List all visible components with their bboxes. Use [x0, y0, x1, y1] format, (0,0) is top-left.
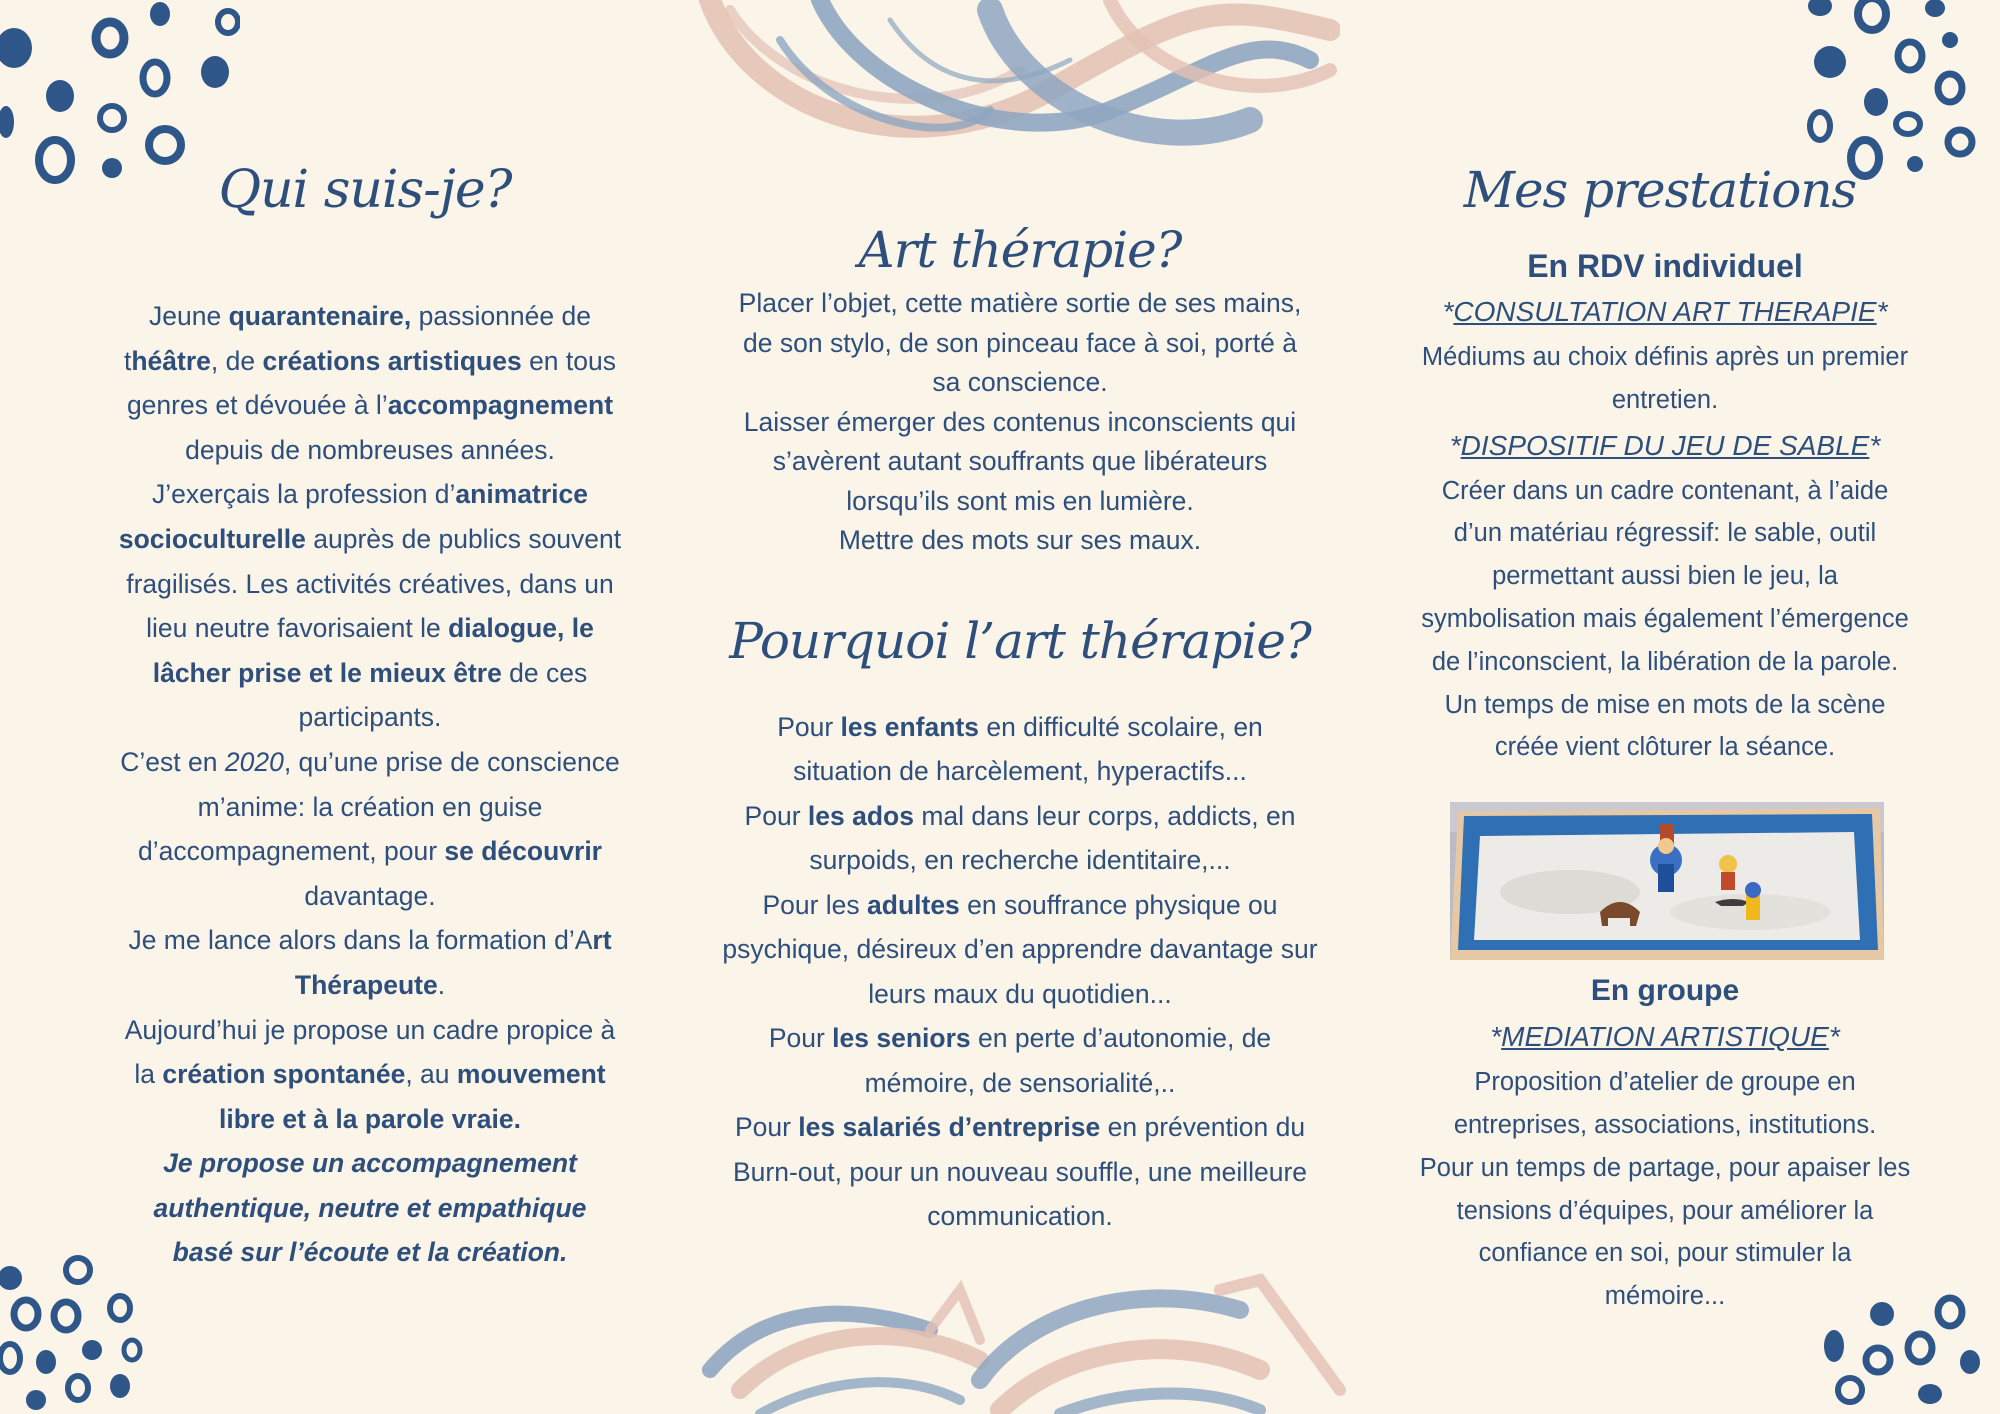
left-line: lieu neutre favorisaient le dialogue, le: [146, 613, 594, 644]
left-line: libre et à la parole vraie.: [219, 1103, 521, 1134]
middle-line: Pour les ados mal dans leur corps, addicts, en: [744, 800, 1296, 831]
right-line: créée vient clôturer la séance.: [1494, 733, 1836, 762]
en-groupe-heading: En groupe: [1590, 974, 1740, 1008]
consultation-description: [1390, 336, 1940, 422]
left-line: authentique, neutre et empathique: [153, 1192, 587, 1223]
left-line: davantage.: [304, 880, 436, 911]
left-line: genres et dévouée à l’accompagnement: [126, 390, 614, 421]
left-column: [60, 150, 680, 1275]
middle-line: leurs maux du quotidien...: [868, 978, 1172, 1009]
mediation-artistique-label: *MEDIATION ARTISTIQUE*: [1490, 1021, 1840, 1053]
right-line: entreprises, associations, institutions.: [1453, 1110, 1877, 1139]
rdv-individuel-heading: En RDV individuel: [1527, 248, 1803, 284]
left-line: Je propose un accompagnement: [163, 1148, 577, 1179]
right-line: confiance en soi, pour stimuler la: [1478, 1239, 1852, 1268]
right-line: Pour un temps de partage, pour apaiser les: [1419, 1153, 1911, 1182]
middle-line: Pour les enfants en difficulté scolaire, en: [777, 711, 1263, 742]
right-line: permettant aussi bien le jeu, la: [1492, 562, 1838, 591]
left-line: C’est en 2020, qu’une prise de conscience: [120, 746, 620, 777]
left-line: participants.: [298, 702, 442, 733]
right-line: entretien.: [1611, 385, 1719, 414]
left-line: fragilisés. Les activités créatives, dans un: [126, 568, 614, 599]
right-line: Médiums au choix définis après un premier: [1421, 343, 1909, 371]
sand-tray-photo: [1450, 802, 1884, 960]
pourquoi-text: [700, 705, 1340, 1239]
middle-line: Burn-out, pour un nouveau souffle, une meilleure: [732, 1156, 1308, 1187]
mediation-description: [1390, 1061, 1940, 1318]
left-line: théâtre, de créations artistiques en tous: [124, 345, 616, 376]
pourquoi-title: Pourquoi l’art thérapie?: [729, 611, 1311, 670]
left-line: basé sur l’écoute et la création.: [172, 1237, 568, 1268]
mes-prestations-title: Mes prestations: [1463, 161, 1857, 219]
middle-line: sa conscience.: [932, 367, 1108, 397]
right-line: Proposition d’atelier de groupe en: [1474, 1068, 1856, 1097]
jeu-de-sable-label: *DISPOSITIF DU JEU DE SABLE*: [1449, 429, 1881, 461]
left-line: m’anime: la création en guise: [197, 791, 543, 822]
brush-decoration-bottom: [700, 1270, 1350, 1414]
middle-line: Pour les adultes en souffrance physique ou: [762, 889, 1278, 920]
brush-decoration-top: [690, 0, 1340, 170]
left-line: socioculturelle auprès de publics souvent: [118, 523, 622, 554]
right-line: symbolisation mais également l’émergence: [1421, 604, 1909, 633]
right-line: Un temps de mise en mots de la scène: [1444, 690, 1886, 719]
left-line: Jeune quarantenaire, passionnée de: [149, 301, 591, 331]
right-line: mémoire...: [1604, 1282, 1726, 1311]
middle-line: Placer l’objet, cette matière sortie de ses mains,: [738, 288, 1302, 318]
middle-line: mémoire, de sensorialité,..: [864, 1067, 1176, 1098]
jeu-de-sable-description: [1390, 470, 1940, 770]
middle-line: de son stylo, de son pinceau face à soi, porté à: [743, 327, 1297, 358]
middle-line: Laisser émerger des contenus inconscients qui: [743, 406, 1297, 437]
right-line: de l’inconscient, la libération de la parole.: [1431, 647, 1899, 676]
middle-line: lorsqu’ils sont mis en lumière.: [846, 485, 1194, 516]
left-line: depuis de nombreuses années.: [185, 434, 555, 465]
middle-line: situation de harcèlement, hyperactifs...: [793, 756, 1247, 786]
middle-column: [700, 210, 1340, 1239]
art-therapie-title: Art thérapie?: [858, 221, 1182, 279]
middle-line: communication.: [927, 1201, 1113, 1231]
right-column: [1390, 150, 1940, 1318]
middle-line: surpoids, en recherche identitaire,...: [809, 845, 1231, 875]
middle-line: Pour les salariés d’entreprise en prévention du: [734, 1112, 1306, 1142]
left-line: Thérapeute.: [294, 969, 446, 1000]
middle-line: Mettre des mots sur ses maux.: [838, 525, 1202, 555]
consultation-art-therapie-label: *CONSULTATION ART THERAPIE*: [1442, 296, 1888, 327]
left-body: [60, 294, 680, 1275]
right-line: d’un matériau régressif: le sable, outil: [1453, 519, 1877, 548]
left-line: lâcher prise et le mieux être de ces: [152, 657, 588, 688]
art-therapie-text: [700, 284, 1340, 561]
middle-line: Pour les seniors en perte d’autonomie, de: [768, 1023, 1272, 1053]
qui-suis-je-title: Qui suis-je?: [218, 160, 512, 220]
left-line: la création spontanée, au mouvement: [134, 1059, 606, 1090]
left-line: Je me lance alors dans la formation d’Art: [128, 925, 612, 956]
middle-line: psychique, désireux d’en apprendre davantage sur: [722, 934, 1318, 964]
middle-line: s’avèrent autant souffrants que libérateurs: [772, 446, 1268, 476]
right-line: tensions d’équipes, pour améliorer la: [1456, 1196, 1874, 1225]
right-line: Créer dans un cadre contenant, à l’aide: [1441, 476, 1889, 505]
left-line: Aujourd’hui je propose un cadre propice à: [124, 1014, 616, 1045]
left-line: d’accompagnement, pour se découvrir: [137, 836, 602, 867]
left-line: J’exerçais la profession d’animatrice: [152, 479, 588, 510]
